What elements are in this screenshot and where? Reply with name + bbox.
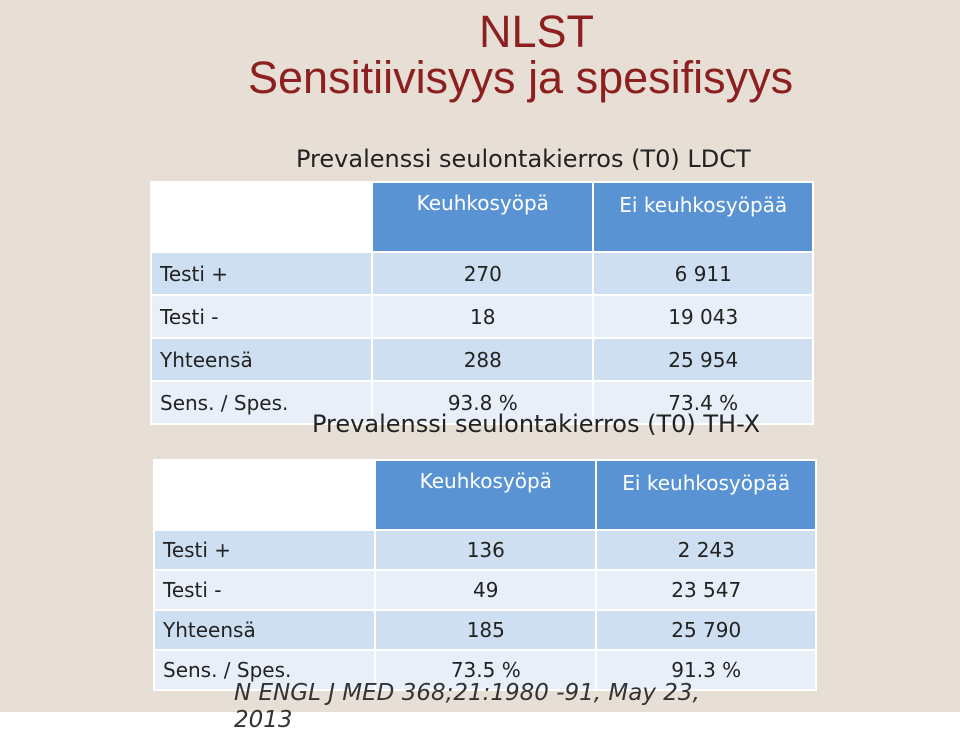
table-row (151, 295, 813, 338)
cell-value: 18 (372, 295, 593, 338)
cell-value: 73.5 % (375, 650, 596, 690)
cell-value: 25 790 (596, 610, 816, 650)
cell-value: 91.3 % (596, 650, 816, 690)
table1-caption: Prevalenssi seulontakierros (T0) LDCT (296, 145, 751, 173)
thx-table (153, 459, 817, 691)
cell-value: 73.4 % (593, 381, 813, 424)
ldct-table (150, 181, 814, 425)
slide-title-line1: NLST (478, 6, 594, 57)
cell-value: 288 (372, 338, 593, 381)
table-row (154, 610, 816, 650)
row-label: Yhteensä (154, 610, 375, 650)
row-label: Sens. / Spes. (151, 381, 372, 424)
header-cell-lung-cancer: Keuhkosyöpä (375, 460, 596, 530)
source-citation: N ENGL J MED 368;21:1980 -91, May 23, 2013 (234, 680, 700, 733)
table-row (154, 570, 816, 610)
cell-value: 49 (375, 570, 596, 610)
table2-caption: Prevalenssi seulontakierros (T0) TH-X (312, 410, 761, 438)
row-label: Sens. / Spes. (154, 650, 375, 690)
cell-value: 93.8 % (372, 381, 593, 424)
cell-value: 23 547 (596, 570, 816, 610)
header-cell-lung-cancer: Keuhkosyöpä (372, 182, 593, 252)
table-row (151, 338, 813, 381)
cell-value: 6 911 (593, 252, 813, 295)
cell-value: 19 043 (593, 295, 813, 338)
cell-value: 185 (375, 610, 596, 650)
cell-value: 270 (372, 252, 593, 295)
row-label: Yhteensä (151, 338, 372, 381)
table-header-row (151, 182, 813, 252)
cell-value: 2 243 (596, 530, 816, 570)
header-cell-no-lung-cancer: Ei keuhkosyöpää (593, 182, 813, 252)
row-label: Testi + (151, 252, 372, 295)
cell-value: 25 954 (593, 338, 813, 381)
cell-value: 136 (375, 530, 596, 570)
slide-title-line2: Sensitiivisyys ja spesifisyys (248, 52, 794, 103)
header-cell-empty (154, 460, 375, 530)
row-label: Testi - (154, 570, 375, 610)
table-header-row (154, 460, 816, 530)
row-label: Testi + (154, 530, 375, 570)
table-row (151, 252, 813, 295)
table-row (154, 530, 816, 570)
row-label: Testi - (151, 295, 372, 338)
header-cell-no-lung-cancer: Ei keuhkosyöpää (596, 460, 816, 530)
header-cell-empty (151, 182, 372, 252)
